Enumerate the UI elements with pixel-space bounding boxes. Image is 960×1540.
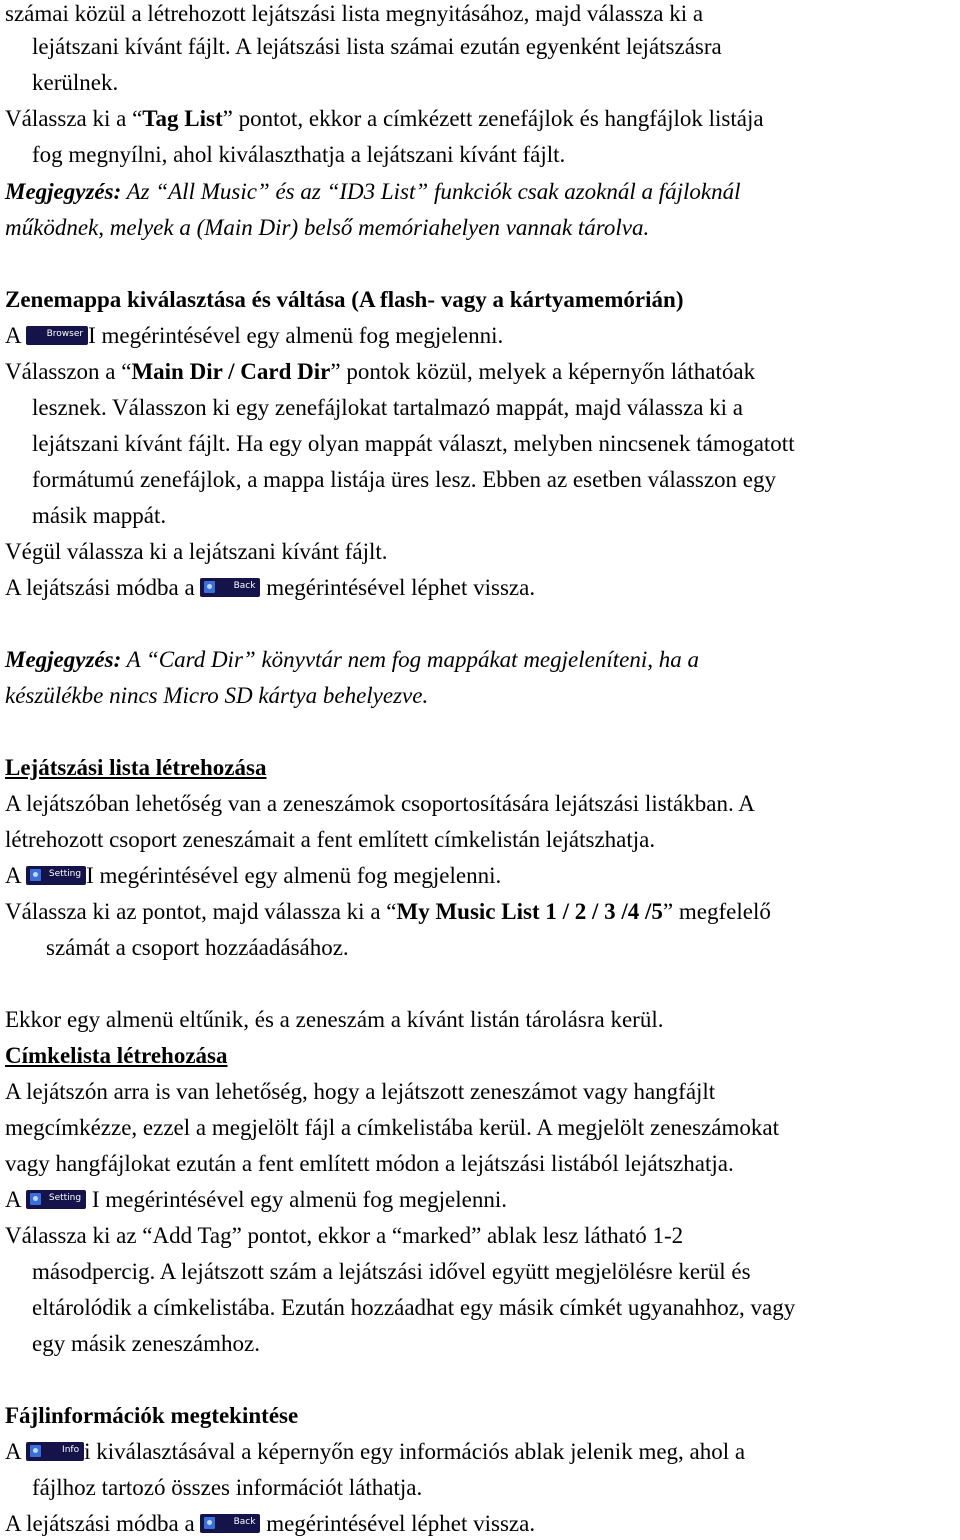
text-line: egy másik zeneszámhoz. xyxy=(32,1331,260,1356)
text-line: Válassza ki a “Tag List” pontot, ekkor a címkézett zenefájlok és hangfájlok listája xyxy=(5,106,764,131)
setting-icon xyxy=(30,1193,41,1205)
note-line: Megjegyzés: A “Card Dir” könyvtár nem fog mappákat megjeleníteni, ha a xyxy=(5,647,699,672)
back-icon xyxy=(204,1517,215,1529)
note-line: Megjegyzés: Az “All Music” és az “ID3 List” funkciók csak azoknál a fájloknál xyxy=(5,179,741,204)
text-line: lesznek. Válasszon ki egy zenefájlokat tartalmazó mappát, majd válassza ki a xyxy=(32,395,744,420)
setting-button[interactable]: Setting xyxy=(26,866,86,885)
text-line: Ekkor egy almenü eltűnik, és a zeneszám a kívánt listán tárolásra kerül. xyxy=(5,1007,664,1032)
text-line: létrehozott csoport zeneszámait a fent említett címkelistán lejátszhatja. xyxy=(5,827,656,852)
text-line: Válassza ki az “Add Tag” pontot, ekkor a “marked” ablak lesz látható 1-2 xyxy=(5,1223,684,1248)
text-line: lejátszani kívánt fájlt. A lejátszási lista számai ezután egyenként lejátszásra xyxy=(32,34,722,59)
text-line: A Setting I megérintésével egy almenü fog megjelenni. xyxy=(5,1187,507,1212)
text-line: lejátszani kívánt fájlt. Ha egy olyan mappát választ, melyben nincsenek támogatott xyxy=(32,431,795,456)
text-line: fájlhoz tartozó összes információt láthatja. xyxy=(32,1475,423,1500)
text-line: A Setting I megérintésével egy almenü fog megjelenni. xyxy=(5,863,502,888)
info-icon xyxy=(30,1445,41,1457)
info-button[interactable]: Info xyxy=(26,1442,84,1461)
setting-button[interactable]: Setting xyxy=(26,1190,86,1209)
back-button[interactable]: Back xyxy=(200,578,260,597)
section-heading: Lejátszási lista létrehozása xyxy=(5,755,267,780)
section-heading: Címkelista létrehozása xyxy=(5,1043,228,1068)
text-line: formátumú zenefájlok, a mappa listája üres lesz. Ebben az esetben válasszon egy xyxy=(32,467,777,492)
setting-icon xyxy=(30,869,41,881)
text-line: A lejátszóban lehetőség van a zeneszámok csoportosítására lejátszási listákban. A xyxy=(5,791,755,816)
text-line: Válasszon a “Main Dir / Card Dir” pontok közül, melyek a képernyőn láthatóak xyxy=(5,359,756,384)
text-line: vagy hangfájlokat ezután a fent említett módon a lejátszási listából lejátszhatja. xyxy=(5,1151,734,1176)
text-line: A lejátszási módba a Back megérintésével léphet vissza. xyxy=(5,1511,536,1536)
text-line: eltárolódik a címkelistába. Ezután hozzáadhat egy másik címkét ugyanahhoz, vagy xyxy=(32,1295,796,1320)
browser-button[interactable]: Browser xyxy=(26,326,88,345)
text-line: A Browser I megérintésével egy almenü fog megjelenni. xyxy=(5,323,504,348)
note-line: működnek, melyek a (Main Dir) belső memóriahelyen vannak tárolva. xyxy=(5,215,650,240)
text-line: fog megnyílni, ahol kiválaszthatja a lejátszani kívánt fájlt. xyxy=(32,142,566,167)
back-icon xyxy=(204,581,215,593)
section-heading: Zenemappa kiválasztása és váltása (A flash- vagy a kártyamemórián) xyxy=(5,287,684,312)
text-line: A Info i kiválasztásával a képernyőn egy információs ablak jelenik meg, ahol a xyxy=(5,1439,746,1464)
text-line: Végül válassza ki a lejátszani kívánt fájlt. xyxy=(5,539,388,564)
text-line: másik mappát. xyxy=(32,503,167,528)
text-line: A lejátszási módba a Back megérintésével léphet vissza. xyxy=(5,575,536,600)
text-line: Válassza ki az pontot, majd válassza ki a “My Music List 1 / 2 / 3 /4 /5” megfelelő xyxy=(5,899,771,924)
text-line: számát a csoport hozzáadásához. xyxy=(46,935,349,960)
back-button[interactable]: Back xyxy=(200,1514,260,1533)
text-line: kerülnek. xyxy=(32,70,119,95)
text-line: A lejátszón arra is van lehetőség, hogy a lejátszott zeneszámot vagy hangfájlt xyxy=(5,1079,716,1104)
text-line: megcímkézze, ezzel a megjelölt fájl a címkelistába kerül. A megjelölt zeneszámokat xyxy=(5,1115,779,1140)
section-heading: Fájlinformációk megtekintése xyxy=(5,1403,299,1428)
text-line: számai közül a létrehozott lejátszási lista megnyitásához, majd válassza ki a xyxy=(5,1,704,26)
note-line: készülékbe nincs Micro SD kártya behelyezve. xyxy=(5,683,429,708)
text-line: másodpercig. A lejátszott szám a lejátszási idővel együtt megjelölésre kerül és xyxy=(32,1259,751,1284)
